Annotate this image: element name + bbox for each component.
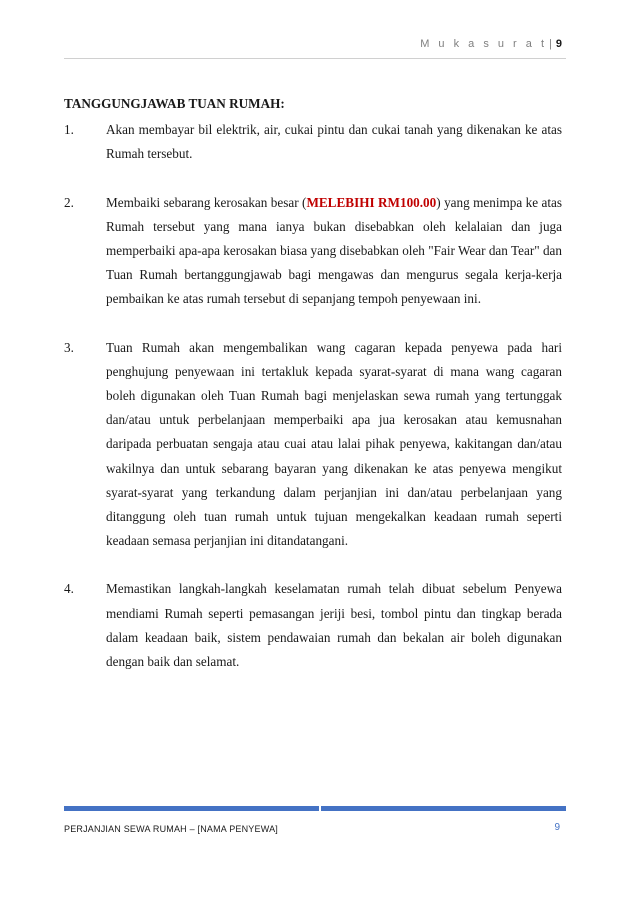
document-body [64,92,562,698]
clause-4 [64,577,562,674]
clause-text-part: Membaiki sebarang kerosakan besar ( [106,194,307,210]
header-label: M u k a s u r a t [420,38,548,50]
clause-number: 2. [64,194,74,210]
clause-text-part: ) yang menimpa ke atas Rumah tersebut yang mana ianya bukan disebabkan oleh kelalaian dan juga memperbaiki apa-apa kerosakan biasa yang disebabkan oleh "Fair Wear dan Tear" dan Tuan Rumah bertanggungjawab bagi mengawas dan mengurus segala kerja-kerja pembaikan ke atas rumah tersebut di sepanjang tempoh penyewaan ini. [106,194,562,307]
footer-title: PERJANJIAN SEWA RUMAH – [NAMA PENYEWA] [64,824,278,834]
clause-number: 1. [64,122,74,138]
clause-text [106,191,562,312]
footer-bar-notch [319,806,321,811]
clause-3 [64,336,562,554]
footer-accent-bar [64,806,566,811]
header-separator: | [549,38,552,50]
clause-number: 4. [64,581,74,597]
clause-number: 3. [64,339,74,355]
clause-1 [64,118,562,166]
clause-text: Tuan Rumah akan mengembalikan wang cagaran kepada penyewa pada hari penghujung penyewaan ini tertakluk kepada syarat-syarat di mana wang cagaran boleh digunakan oleh Tuan Rumah bagi menjelaskan sewa rumah yang tertunggak dan/atau untuk perbelanjaan memperbaiki apa jua kerosakan atau kemusnahan daripada perbuatan sengaja atau cuai atau lalai pihak penyewa, kakitangan dan/atau wakilnya dan untuk sebarang bayaran yang dikenakan ke atas penyewa mengikut syarat-syarat yang terkandung dalam perjanjian ini dan/atau perbelanjaan yang ditanggung oleh tuan rumah untuk tujuan mengekalkan keadaan rumah seperti keadaan semasa perjanjian ini ditandatangani. [106,339,562,549]
clause-text: Memastikan langkah-langkah keselamatan rumah telah dibuat sebelum Penyewa mendiami Rumah seperti pemasangan jeriji besi, tombol pintu dan tingkap berada dalam keadaan baik, sistem pendawaian rumah dan bekalan air boleh digunakan dengan baik dan selamat. [106,581,562,670]
clause-text: Akan membayar bil elektrik, air, cukai pintu dan cukai tanah yang dikenakan ke atas Rumah tersebut. [106,122,562,162]
footer-page-number: 9 [554,822,560,833]
amount-highlight: MELEBIHI RM100.00 [306,194,437,210]
clause-2 [64,191,562,312]
page-header [64,38,562,50]
header-divider [64,58,566,59]
section-title: TANGGUNGJAWAB TUAN RUMAH: [64,96,285,111]
header-page-number: 9 [555,38,562,50]
